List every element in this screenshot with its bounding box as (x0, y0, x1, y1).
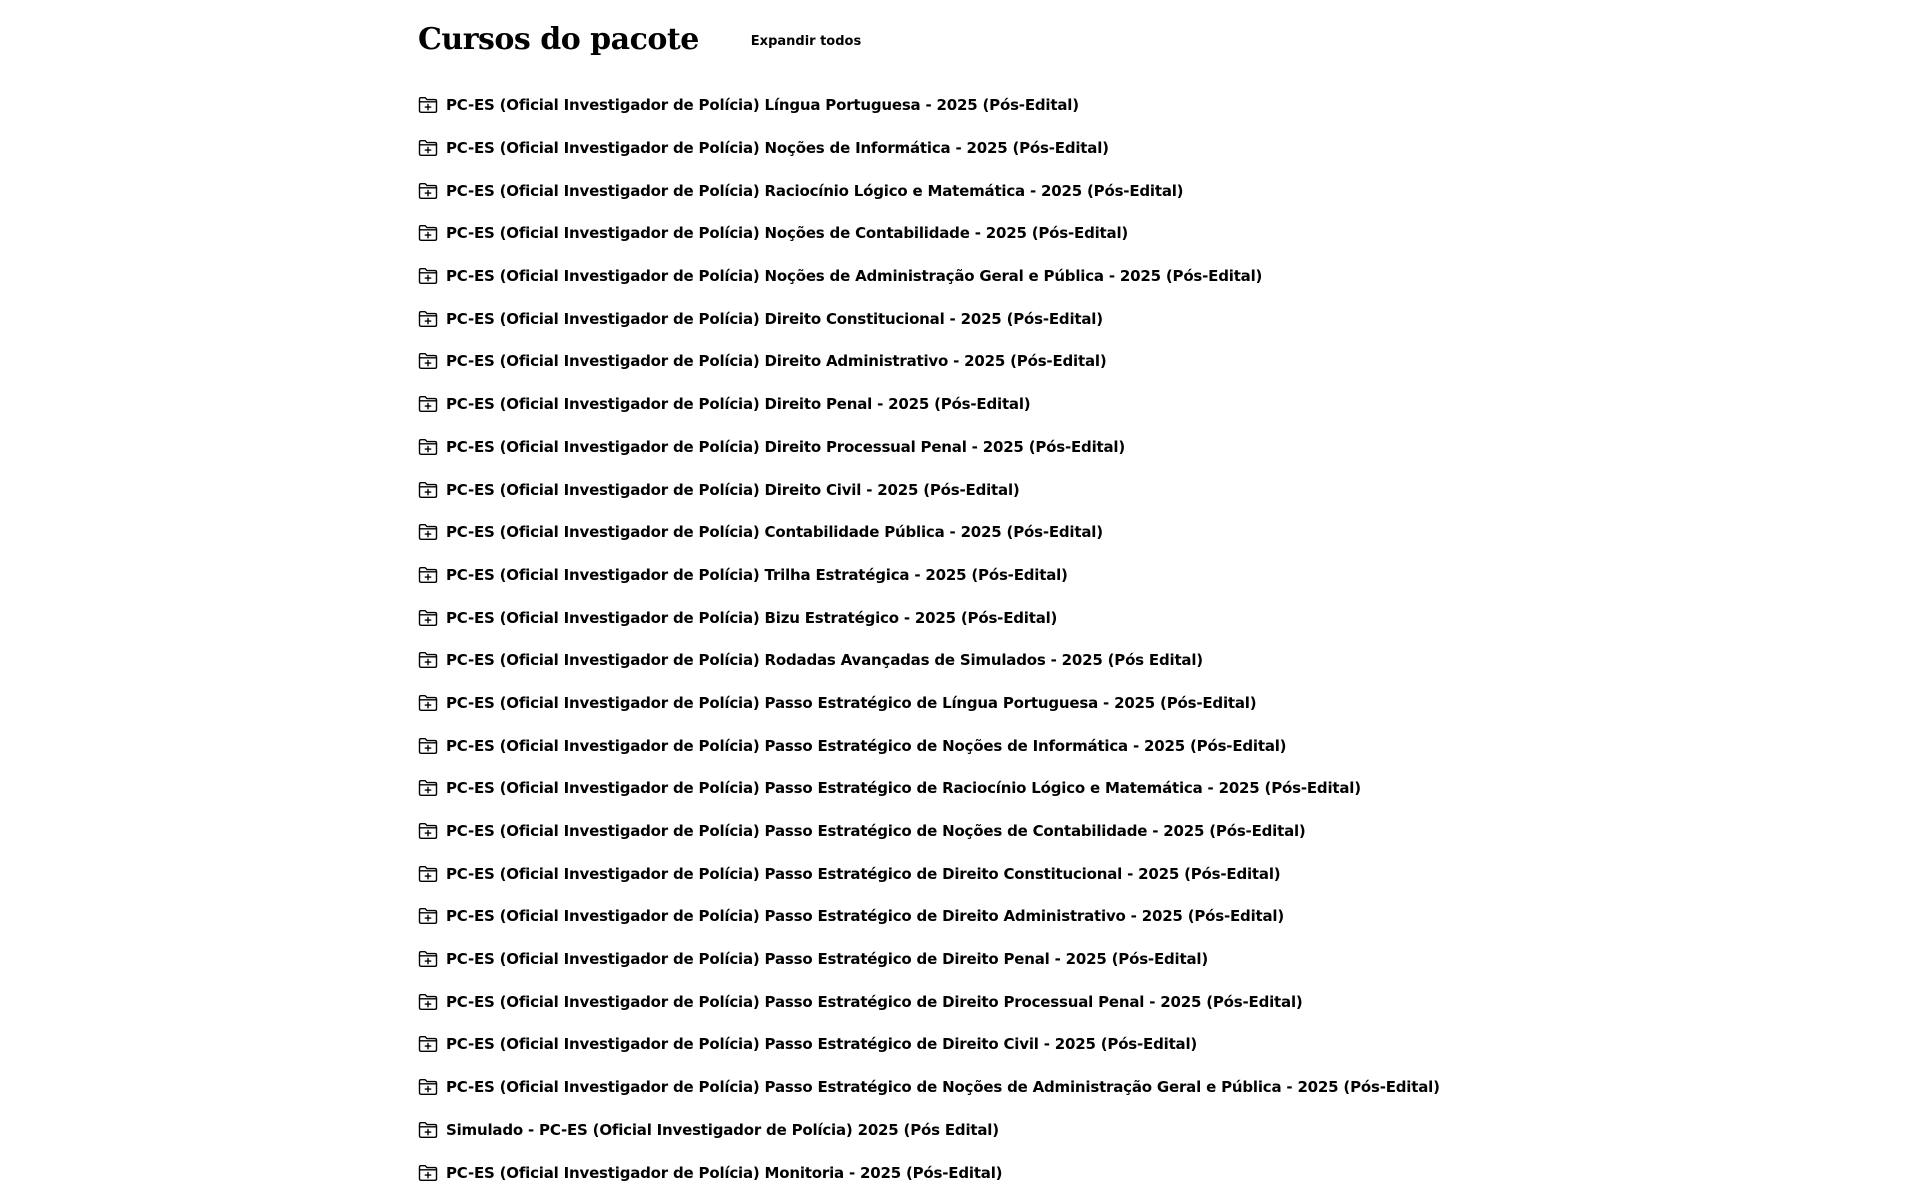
course-item[interactable] (418, 297, 1818, 340)
course-item[interactable] (418, 554, 1818, 597)
course-label: PC-ES (Oficial Investigador de Polícia) Passo Estratégico de Direito Constitucional - 2025 (Pós-Edital) (446, 864, 1281, 883)
course-item[interactable] (418, 84, 1818, 127)
folder-plus-icon[interactable] (418, 1164, 438, 1182)
course-item[interactable] (418, 340, 1818, 383)
folder-plus-icon[interactable] (418, 950, 438, 968)
folder-plus-icon[interactable] (418, 224, 438, 242)
folder-plus-icon[interactable] (418, 865, 438, 883)
folder-plus-icon[interactable] (418, 481, 438, 499)
folder-plus-icon[interactable] (418, 96, 438, 114)
course-item[interactable] (418, 212, 1818, 255)
course-item[interactable] (418, 852, 1818, 895)
course-item[interactable] (418, 255, 1818, 298)
course-item[interactable] (418, 938, 1818, 981)
course-item[interactable] (418, 468, 1818, 511)
folder-plus-icon[interactable] (418, 139, 438, 157)
folder-plus-icon[interactable] (418, 523, 438, 541)
course-item[interactable] (418, 426, 1818, 469)
folder-plus-icon[interactable] (418, 609, 438, 627)
folder-plus-icon[interactable] (418, 694, 438, 712)
course-item[interactable] (418, 1023, 1818, 1066)
course-item[interactable] (418, 127, 1818, 170)
course-item[interactable] (418, 724, 1818, 767)
folder-plus-icon[interactable] (418, 310, 438, 328)
course-label: PC-ES (Oficial Investigador de Polícia) Passo Estratégico de Noções de Contabilidade - 2025 (Pós-Edital) (446, 822, 1306, 841)
course-label: PC-ES (Oficial Investigador de Polícia) Noções de Contabilidade - 2025 (Pós-Edital) (446, 224, 1129, 243)
course-label: PC-ES (Oficial Investigador de Polícia) Raciocínio Lógico e Matemática - 2025 (Pós-Edital) (446, 181, 1184, 200)
course-item[interactable] (418, 895, 1818, 938)
course-item[interactable] (418, 511, 1818, 554)
course-item[interactable] (418, 1066, 1818, 1109)
folder-plus-icon[interactable] (418, 993, 438, 1011)
folder-plus-icon[interactable] (418, 182, 438, 200)
course-label: PC-ES (Oficial Investigador de Polícia) Bizu Estratégico - 2025 (Pós-Edital) (446, 608, 1058, 627)
page-title: Cursos do pacote (418, 22, 699, 57)
course-item[interactable] (418, 682, 1818, 725)
folder-plus-icon[interactable] (418, 779, 438, 797)
folder-plus-icon[interactable] (418, 737, 438, 755)
course-label: PC-ES (Oficial Investigador de Polícia) Passo Estratégico de Noções de Administração Geral e Pública - 2025 (Pós-Edital) (446, 1078, 1440, 1097)
course-label: PC-ES (Oficial Investigador de Polícia) Passo Estratégico de Direito Administrativo - 2025 (Pós-Edital) (446, 907, 1285, 926)
course-label: PC-ES (Oficial Investigador de Polícia) Monitoria - 2025 (Pós-Edital) (446, 1163, 1003, 1182)
folder-plus-icon[interactable] (418, 1121, 438, 1139)
section-header (418, 0, 1818, 84)
course-item[interactable] (418, 1151, 1818, 1194)
course-label: Simulado - PC-ES (Oficial Investigador de Polícia) 2025 (Pós Edital) (446, 1120, 999, 1139)
course-label: PC-ES (Oficial Investigador de Polícia) Passo Estratégico de Direito Civil - 2025 (Pós-Edital) (446, 1035, 1198, 1054)
course-package-section (418, 0, 1818, 1194)
course-label: PC-ES (Oficial Investigador de Polícia) Passo Estratégico de Direito Penal - 2025 (Pós-Edital) (446, 950, 1208, 969)
course-item[interactable] (418, 767, 1818, 810)
course-label: PC-ES (Oficial Investigador de Polícia) Passo Estratégico de Noções de Informática - 2025 (Pós-Edital) (446, 736, 1287, 755)
course-label: PC-ES (Oficial Investigador de Polícia) Direito Administrativo - 2025 (Pós-Edital) (446, 352, 1107, 371)
folder-plus-icon[interactable] (418, 267, 438, 285)
course-item[interactable] (418, 980, 1818, 1023)
course-label: PC-ES (Oficial Investigador de Polícia) Noções de Informática - 2025 (Pós-Edital) (446, 139, 1109, 158)
course-item[interactable] (418, 383, 1818, 426)
expand-all-button[interactable]: Expandir todos (750, 34, 862, 49)
folder-plus-icon[interactable] (418, 352, 438, 370)
course-item[interactable] (418, 639, 1818, 682)
course-label: PC-ES (Oficial Investigador de Polícia) Passo Estratégico de Língua Portuguesa - 2025 (Pós-Edital) (446, 693, 1257, 712)
course-label: PC-ES (Oficial Investigador de Polícia) Direito Civil - 2025 (Pós-Edital) (446, 480, 1020, 499)
course-label: PC-ES (Oficial Investigador de Polícia) Direito Penal - 2025 (Pós-Edital) (446, 395, 1031, 414)
folder-plus-icon[interactable] (418, 438, 438, 456)
folder-plus-icon[interactable] (418, 395, 438, 413)
course-item[interactable] (418, 169, 1818, 212)
course-item[interactable] (418, 1109, 1818, 1152)
course-label: PC-ES (Oficial Investigador de Polícia) Rodadas Avançadas de Simulados - 2025 (Pós Edital) (446, 651, 1203, 670)
course-label: PC-ES (Oficial Investigador de Polícia) Trilha Estratégica - 2025 (Pós-Edital) (446, 565, 1068, 584)
folder-plus-icon[interactable] (418, 822, 438, 840)
folder-plus-icon[interactable] (418, 1078, 438, 1096)
folder-plus-icon[interactable] (418, 907, 438, 925)
folder-plus-icon[interactable] (418, 651, 438, 669)
course-label: PC-ES (Oficial Investigador de Polícia) Direito Processual Penal - 2025 (Pós-Edital) (446, 437, 1126, 456)
course-label: PC-ES (Oficial Investigador de Polícia) Passo Estratégico de Direito Processual Penal - 2025 (Pós-Edital) (446, 992, 1303, 1011)
folder-plus-icon[interactable] (418, 1035, 438, 1053)
course-item[interactable] (418, 596, 1818, 639)
course-label: PC-ES (Oficial Investigador de Polícia) Contabilidade Pública - 2025 (Pós-Edital) (446, 523, 1103, 542)
folder-plus-icon[interactable] (418, 566, 438, 584)
course-label: PC-ES (Oficial Investigador de Polícia) Passo Estratégico de Raciocínio Lógico e Matemática - 2025 (Pós-Edital) (446, 779, 1361, 798)
course-label: PC-ES (Oficial Investigador de Polícia) Língua Portuguesa - 2025 (Pós-Edital) (446, 96, 1079, 115)
course-label: PC-ES (Oficial Investigador de Polícia) Direito Constitucional - 2025 (Pós-Edital) (446, 309, 1103, 328)
course-item[interactable] (418, 810, 1818, 853)
course-list (418, 84, 1818, 1194)
course-label: PC-ES (Oficial Investigador de Polícia) Noções de Administração Geral e Pública - 2025 (Pós-Edital) (446, 267, 1263, 286)
